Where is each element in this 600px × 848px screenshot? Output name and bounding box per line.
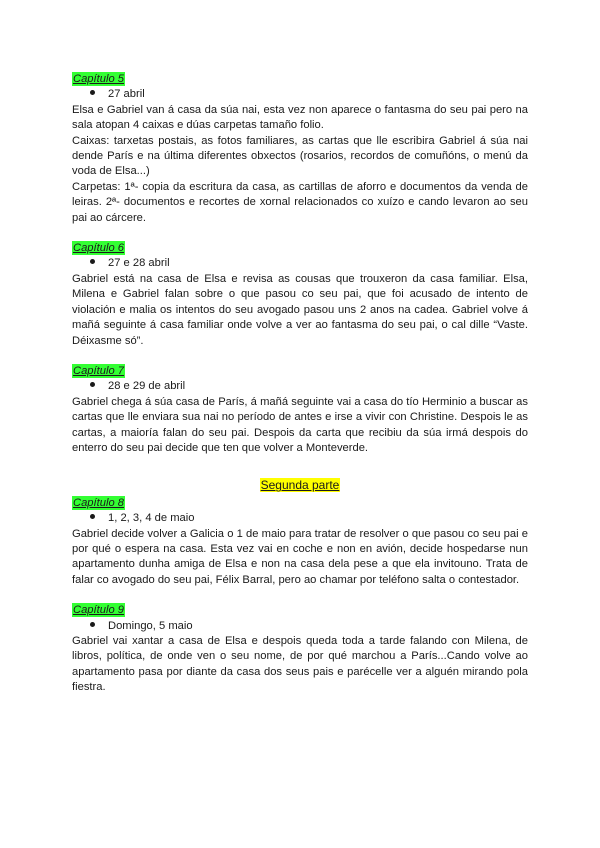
chapter-date-item	[72, 619, 528, 634]
part-heading	[72, 478, 528, 494]
chapter-date-item	[72, 87, 528, 102]
bullet-icon	[90, 622, 95, 627]
part-heading-label: Segunda parte	[260, 478, 340, 493]
chapter-paragraph: Gabriel decide volver a Galicia o 1 de maio para tratar de resolver o que pasou co seu pai e por qué o espera na casa. Esta vez vai en coche e non en avión, decide hospedarse nun apartamento dunha amiga de Elsa e non na casa dela pese a que ela invitouno. Trata de falar co avogado do seu pai, Félix Barral, pero ao chamar por teléfono salta o contestador.	[72, 527, 528, 586]
chapter-text	[72, 103, 528, 226]
chapter-date: Domingo, 5 maio	[108, 619, 193, 632]
bullet-icon	[90, 514, 95, 519]
bullet-icon	[90, 259, 95, 264]
chapter-paragraph: Caixas: tarxetas postais, as fotos familiares, as cartas que lle escribira Gabriel á súa nai dende París e na última diferentes obxectos (rosarios, recordos de comuñóns, o menú da voda de Elsa...)	[72, 134, 528, 178]
chapter-text	[72, 634, 528, 696]
bullet-icon	[90, 90, 95, 95]
chapter-date: 28 e 29 de abril	[108, 380, 186, 393]
chapter-paragraph: Gabriel está na casa de Elsa e revisa as cousas que trouxeron da casa familiar. Elsa, Milena e Gabriel falan sobre o que pasou co seu pai, que foi acusado de intento de violación e malia os intentos do seu avogado pasou uns 2 anos na cadea. Gabriel volve á mañá seguinte á casa familiar onde volve a ver ao fantasma do seu pai, o cal dille “Vaste. Déixasme só”.	[72, 272, 528, 347]
chapter-date-item	[72, 379, 528, 394]
bullet-icon	[90, 382, 95, 387]
part-one	[72, 72, 528, 456]
chapter-title: Capítulo 9	[73, 604, 124, 617]
chapter-date-item	[72, 256, 528, 271]
chapter-section	[72, 72, 528, 226]
chapter-text	[72, 395, 528, 457]
chapter-section	[72, 241, 528, 349]
chapter-paragraph: Gabriel chega á súa casa de París, á mañá seguinte vai a casa do tío Herminio a buscar as cartas que lle enviara sua nai no período de antes e irse a vivir con Christine. Despois le as cartas, a maioría falan do seu pai. Despois da carta que recibiu da súa irmá despois do enterro do seu pai decide que ten que volver a Monteverde.	[72, 395, 528, 454]
chapter-section	[72, 496, 528, 588]
chapter-text	[72, 272, 528, 349]
chapter-section	[72, 364, 528, 456]
part-two	[72, 496, 528, 696]
chapter-title: Capítulo 7	[73, 364, 124, 377]
chapter-date: 1, 2, 3, 4 de maio	[108, 512, 195, 525]
chapter-date: 27 e 28 abril	[108, 257, 170, 270]
chapter-paragraph: Carpetas: 1ª- copia da escritura da casa, as cartillas de aforro e documentos da venda de leiras. 2ª- documentos e recortes de xornal relacionados co xuízo e cando levaron ao seu pai ao cárcere.	[72, 180, 528, 224]
chapter-title: Capítulo 6	[73, 242, 124, 255]
chapter-paragraph: Gabriel vai xantar a casa de Elsa e despois queda toda a tarde falando con Milena, de libros, política, de onde ven o seu nome, de por qué marchou a París...Cando volve ao apartamento pasa por diante da casa dos seus pais e parécelle ver a alguén mirando pola fiestra.	[72, 635, 528, 694]
chapter-section	[72, 603, 528, 695]
chapter-date: 27 abril	[108, 88, 145, 101]
chapter-text	[72, 527, 528, 589]
chapter-title: Capítulo 8	[73, 496, 124, 509]
document-body	[72, 72, 528, 711]
chapter-title: Capítulo 5	[73, 73, 124, 85]
chapter-date-item	[72, 511, 528, 526]
chapter-paragraph: Elsa e Gabriel van á casa da súa nai, esta vez non aparece o fantasma do seu pai pero na sala atopan 4 caixas e dúas carpetas tamaño folio.	[72, 103, 528, 132]
